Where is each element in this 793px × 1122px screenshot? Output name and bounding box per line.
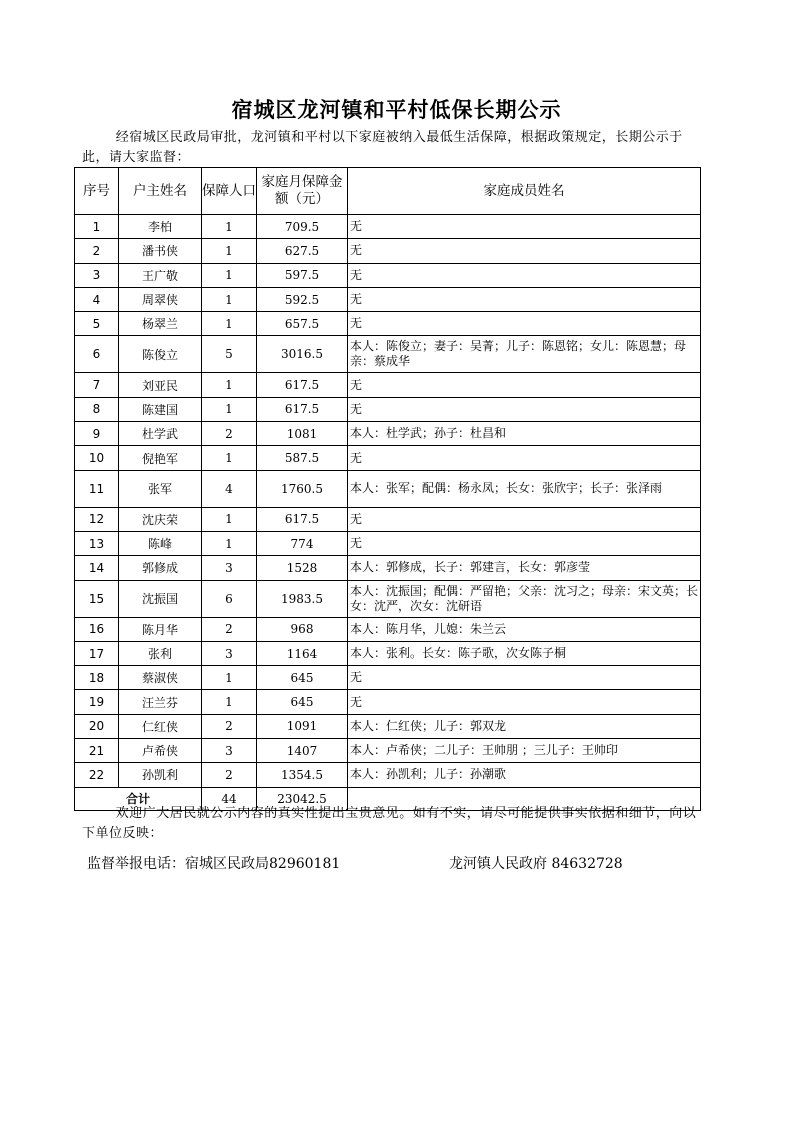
table-row	[75, 617, 701, 641]
cell-amount: 597.5	[257, 263, 348, 287]
cell-amount: 1760.5	[257, 470, 348, 507]
cell-people: 2	[202, 714, 257, 738]
cell-amount: 645	[257, 690, 348, 714]
cell-head-name: 李柏	[119, 215, 202, 239]
cell-no: 16	[75, 617, 119, 641]
cell-no: 5	[75, 312, 119, 336]
total-label: 合计	[75, 787, 202, 810]
cell-people: 2	[202, 617, 257, 641]
cell-people: 1	[202, 373, 257, 397]
cell-head-name: 陈月华	[119, 617, 202, 641]
cell-members: 无	[348, 239, 701, 263]
cell-members: 无	[348, 690, 701, 714]
cell-no: 10	[75, 446, 119, 470]
cell-people: 1	[202, 446, 257, 470]
contacts-line	[87, 853, 707, 873]
table-row	[75, 763, 701, 787]
cell-head-name: 仁红侠	[119, 714, 202, 738]
header-no: 序号	[75, 168, 119, 215]
cell-amount: 1081	[257, 422, 348, 446]
table-row	[75, 641, 701, 665]
cell-people: 1	[202, 263, 257, 287]
cell-head-name: 杜学武	[119, 422, 202, 446]
cell-members: 无	[348, 287, 701, 311]
cell-members: 无	[348, 507, 701, 531]
cell-people: 1	[202, 507, 257, 531]
table-row	[75, 470, 701, 507]
cell-members: 本人：张军；配偶：杨永凤；长女：张欣宇；长子：张泽雨	[348, 470, 701, 507]
table-row	[75, 239, 701, 263]
table-row	[75, 531, 701, 555]
cell-people: 1	[202, 287, 257, 311]
cell-head-name: 卢希侠	[119, 739, 202, 763]
cell-people: 5	[202, 336, 257, 373]
cell-amount: 657.5	[257, 312, 348, 336]
header-members: 家庭成员姓名	[348, 168, 701, 215]
cell-amount: 645	[257, 666, 348, 690]
notice-title: 宿城区龙河镇和平村低保长期公示	[231, 98, 562, 122]
table-row	[75, 739, 701, 763]
cell-members: 无	[348, 373, 701, 397]
cell-head-name: 杨翠兰	[119, 312, 202, 336]
table-row	[75, 666, 701, 690]
cell-no: 14	[75, 556, 119, 580]
table-row	[75, 263, 701, 287]
cell-head-name: 沈庆荣	[119, 507, 202, 531]
cell-members: 无	[348, 263, 701, 287]
cell-amount: 617.5	[257, 507, 348, 531]
table-row	[75, 312, 701, 336]
cell-people: 1	[202, 531, 257, 555]
closing-paragraph: 欢迎广大居民就公示内容的真实性提出宝贵意见。如有不实，请尽可能提供事实依据和细节，向以下单位反映：	[82, 806, 697, 841]
cell-people: 3	[202, 739, 257, 763]
cell-amount: 709.5	[257, 215, 348, 239]
cell-amount: 592.5	[257, 287, 348, 311]
cell-head-name: 郭修成	[119, 556, 202, 580]
cell-members: 本人：孙凯利；儿子：孙潮歌	[348, 763, 701, 787]
cell-members: 无	[348, 215, 701, 239]
contact-town-government: 龙河镇人民政府 84632728	[449, 856, 623, 872]
cell-no: 19	[75, 690, 119, 714]
cell-head-name: 张利	[119, 641, 202, 665]
cell-head-name: 倪艳军	[119, 446, 202, 470]
table-header-row	[75, 168, 701, 215]
cell-head-name: 蔡淑侠	[119, 666, 202, 690]
cell-no: 9	[75, 422, 119, 446]
cell-no: 3	[75, 263, 119, 287]
cell-head-name: 陈建国	[119, 397, 202, 421]
header-name: 户主姓名	[119, 168, 202, 215]
cell-members: 本人：郭修成，长子：郭建言，长女：郭彦莹	[348, 556, 701, 580]
table-row	[75, 422, 701, 446]
cell-people: 6	[202, 580, 257, 617]
table-row	[75, 690, 701, 714]
cell-members: 无	[348, 666, 701, 690]
cell-members: 本人：仁红侠；儿子：郭双龙	[348, 714, 701, 738]
table-row	[75, 336, 701, 373]
intro-paragraph: 经宿城区民政局审批，龙河镇和平村以下家庭被纳入最低生活保障，根据政策规定，长期公示于此，请大家监督：	[82, 130, 683, 165]
cell-amount: 1528	[257, 556, 348, 580]
beneficiary-table	[74, 167, 701, 811]
cell-amount: 774	[257, 531, 348, 555]
cell-members: 本人：卢希侠；二儿子：王帅朋 ；三儿子：王帅印	[348, 739, 701, 763]
table-row	[75, 287, 701, 311]
cell-amount: 617.5	[257, 397, 348, 421]
cell-no: 1	[75, 215, 119, 239]
cell-no: 7	[75, 373, 119, 397]
table-body	[75, 215, 701, 788]
table-row	[75, 373, 701, 397]
cell-people: 1	[202, 239, 257, 263]
cell-people: 2	[202, 422, 257, 446]
cell-no: 20	[75, 714, 119, 738]
cell-members: 本人：张利。长女：陈子歌，次女陈子桐	[348, 641, 701, 665]
cell-members: 无	[348, 446, 701, 470]
table-row	[75, 556, 701, 580]
cell-members: 本人：陈月华，儿媳：朱兰云	[348, 617, 701, 641]
contacts-label: 监督举报电话：	[87, 856, 185, 872]
cell-head-name: 张军	[119, 470, 202, 507]
cell-people: 1	[202, 690, 257, 714]
cell-people: 1	[202, 312, 257, 336]
contact-civil-affairs: 宿城区民政局82960181	[185, 856, 341, 872]
cell-amount: 1164	[257, 641, 348, 665]
cell-head-name: 孙凯利	[119, 763, 202, 787]
cell-no: 18	[75, 666, 119, 690]
cell-people: 3	[202, 556, 257, 580]
cell-no: 13	[75, 531, 119, 555]
cell-no: 21	[75, 739, 119, 763]
cell-no: 22	[75, 763, 119, 787]
cell-head-name: 王广敬	[119, 263, 202, 287]
header-people: 保障人口	[202, 168, 257, 215]
cell-no: 15	[75, 580, 119, 617]
cell-no: 8	[75, 397, 119, 421]
cell-amount: 1354.5	[257, 763, 348, 787]
cell-people: 3	[202, 641, 257, 665]
cell-head-name: 陈俊立	[119, 336, 202, 373]
cell-amount: 587.5	[257, 446, 348, 470]
cell-members: 本人：杜学武；孙子：杜昌和	[348, 422, 701, 446]
cell-members: 本人：沈振国；配偶：严留艳；父亲：沈习之；母亲：宋文英；长女：沈严，次女：沈研语	[348, 580, 701, 617]
cell-head-name: 汪兰芬	[119, 690, 202, 714]
cell-no: 17	[75, 641, 119, 665]
table-row	[75, 215, 701, 239]
cell-amount: 617.5	[257, 373, 348, 397]
cell-amount: 3016.5	[257, 336, 348, 373]
cell-amount: 1407	[257, 739, 348, 763]
cell-members: 本人：陈俊立；妻子：吴菁；儿子：陈恩铭；女儿：陈恩慧；母亲：蔡成华	[348, 336, 701, 373]
cell-no: 12	[75, 507, 119, 531]
cell-amount: 1091	[257, 714, 348, 738]
cell-people: 2	[202, 763, 257, 787]
total-people: 44	[202, 787, 257, 810]
cell-head-name: 陈峰	[119, 531, 202, 555]
cell-people: 1	[202, 666, 257, 690]
cell-no: 2	[75, 239, 119, 263]
cell-members: 无	[348, 531, 701, 555]
total-amount: 23042.5	[257, 787, 348, 810]
cell-members: 无	[348, 312, 701, 336]
cell-amount: 627.5	[257, 239, 348, 263]
table-row	[75, 397, 701, 421]
cell-no: 6	[75, 336, 119, 373]
table-row	[75, 507, 701, 531]
table-row	[75, 580, 701, 617]
cell-no: 11	[75, 470, 119, 507]
table-row	[75, 446, 701, 470]
cell-people: 4	[202, 470, 257, 507]
table-row	[75, 714, 701, 738]
cell-head-name: 沈振国	[119, 580, 202, 617]
header-amount: 家庭月保障金额（元）	[257, 168, 348, 215]
cell-amount: 968	[257, 617, 348, 641]
cell-head-name: 潘书侠	[119, 239, 202, 263]
cell-members: 无	[348, 397, 701, 421]
cell-head-name: 刘亚民	[119, 373, 202, 397]
cell-amount: 1983.5	[257, 580, 348, 617]
cell-no: 4	[75, 287, 119, 311]
cell-people: 1	[202, 215, 257, 239]
cell-head-name: 周翠侠	[119, 287, 202, 311]
cell-people: 1	[202, 397, 257, 421]
